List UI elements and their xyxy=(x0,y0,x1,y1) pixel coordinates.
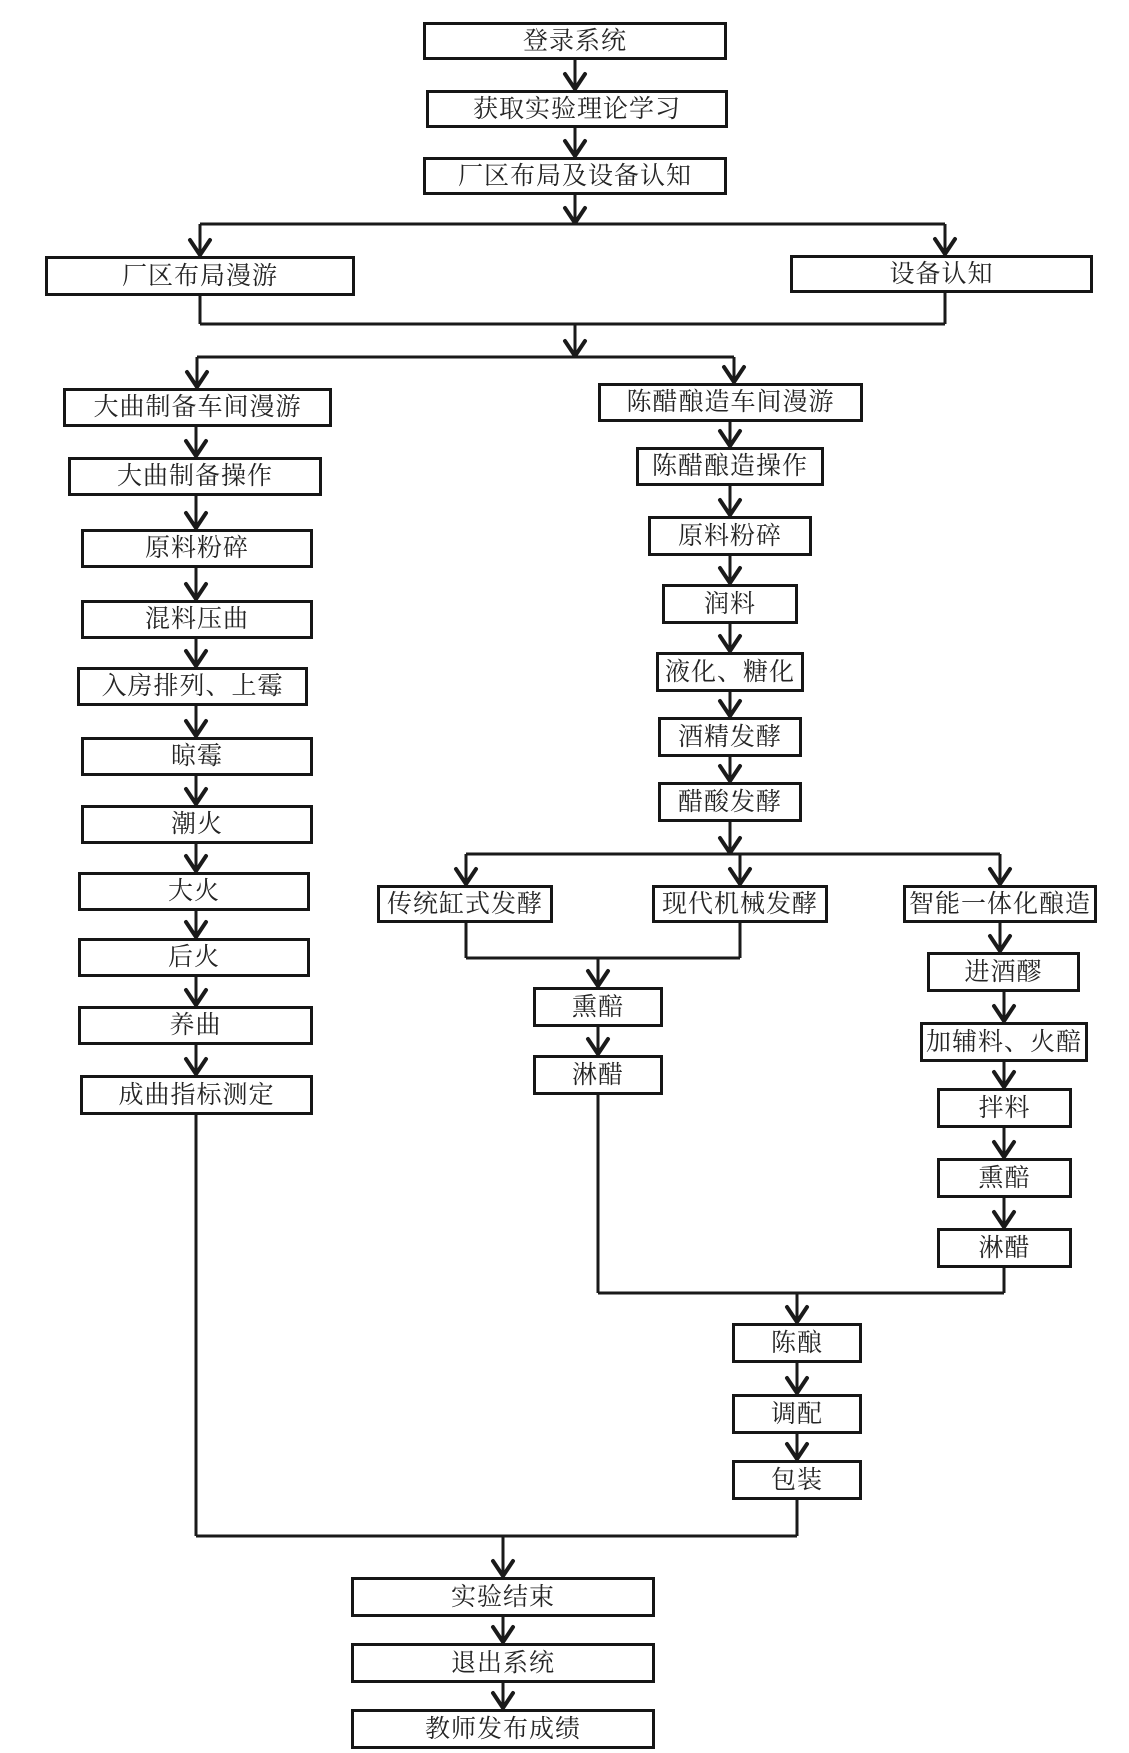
flow-node-liquefaction-saccharification: 液化、糖化 xyxy=(656,652,804,692)
flow-node-big-fire: 大火 xyxy=(78,872,310,911)
flow-node-teacher-publish-grades: 教师发布成绩 xyxy=(351,1709,655,1749)
flow-node-raw-material-crushing-left: 原料粉碎 xyxy=(81,529,313,568)
flow-node-theory-learning: 获取实验理论学习 xyxy=(426,90,728,128)
flow-node-layout-and-equipment: 厂区布局及设备认知 xyxy=(423,157,727,195)
flow-node-fumigated-pei-middle: 熏醅 xyxy=(533,987,663,1027)
flow-node-daqu-operation: 大曲制备操作 xyxy=(68,457,322,496)
flow-node-feed-wine-mash: 进酒醪 xyxy=(927,952,1080,992)
flow-node-add-auxiliary-fire-pei: 加辅料、火醅 xyxy=(920,1022,1088,1062)
flow-node-vinegar-operation: 陈醋酿造操作 xyxy=(636,447,824,486)
flow-node-daqu-workshop-tour: 大曲制备车间漫游 xyxy=(63,388,332,427)
flow-node-traditional-jar-fermentation: 传统缸式发酵 xyxy=(377,885,553,923)
flow-node-smart-integrated-brewing: 智能一体化酿造 xyxy=(903,885,1097,923)
flow-node-vinegar-leaching-middle: 淋醋 xyxy=(533,1055,663,1095)
flow-node-acetic-fermentation: 醋酸发酵 xyxy=(658,782,802,822)
flow-node-blending: 调配 xyxy=(732,1394,862,1434)
flow-node-moistening-material: 润料 xyxy=(662,584,798,624)
flow-node-mixing-pressing-qu: 混料压曲 xyxy=(81,600,313,639)
flow-node-vinegar-workshop-tour: 陈醋酿造车间漫游 xyxy=(598,383,863,422)
flow-node-mixing-material: 拌料 xyxy=(937,1088,1072,1128)
flow-node-exit-system: 退出系统 xyxy=(351,1643,655,1683)
flow-node-login: 登录系统 xyxy=(423,22,727,60)
flow-node-airing-mold: 晾霉 xyxy=(81,737,313,776)
flow-node-qu-cultivation: 养曲 xyxy=(78,1006,313,1045)
flow-node-equipment-cognition: 设备认知 xyxy=(790,255,1093,293)
flow-node-alcohol-fermentation: 酒精发酵 xyxy=(658,717,802,757)
flow-node-packaging: 包装 xyxy=(732,1460,862,1500)
flow-node-plant-layout-tour: 厂区布局漫游 xyxy=(45,256,355,296)
flow-node-raw-material-crushing-right: 原料粉碎 xyxy=(648,516,812,556)
flow-node-qu-index-measurement: 成曲指标测定 xyxy=(80,1075,313,1115)
flow-node-after-fire: 后火 xyxy=(78,938,310,977)
flow-node-modern-mechanical-fermentation: 现代机械发酵 xyxy=(652,885,828,923)
flow-node-fumigated-pei-right: 熏醅 xyxy=(937,1158,1072,1198)
flow-node-room-arrangement-molding: 入房排列、上霉 xyxy=(77,667,308,706)
flow-node-chao-fire: 潮火 xyxy=(81,805,313,844)
flow-node-aging: 陈酿 xyxy=(732,1323,862,1363)
flow-node-vinegar-leaching-right: 淋醋 xyxy=(937,1228,1072,1268)
flow-node-experiment-end: 实验结束 xyxy=(351,1577,655,1617)
